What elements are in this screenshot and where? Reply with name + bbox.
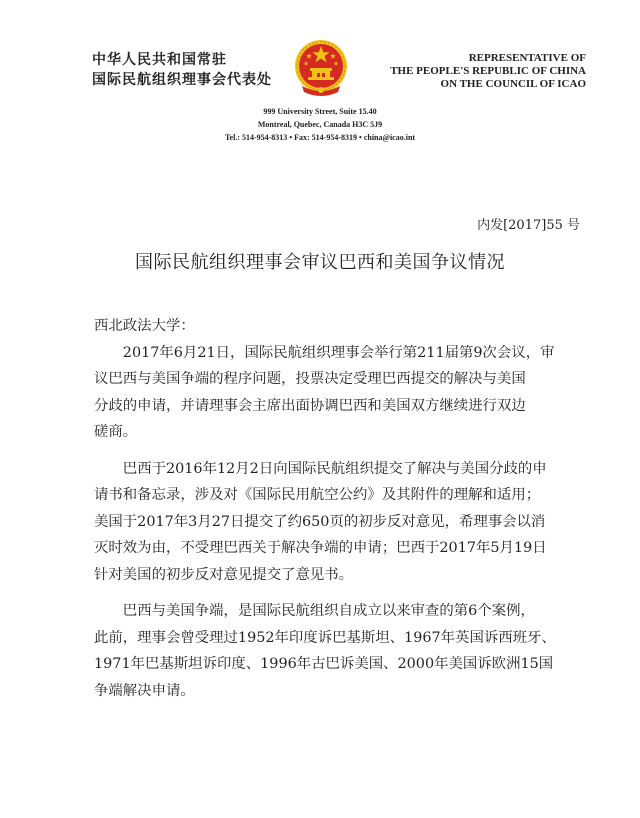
page-title: 国际民航组织理事会审议巴西和美国争议情况 [135,252,505,273]
org-en-line3: ON THE COUNCIL OF ICAO [440,78,586,90]
org-cn-line2: 国际民航组织理事会代表处 [92,72,272,88]
paragraph-line: 争端解决申请。 [94,682,195,699]
paragraph-line: 美国于2017年3月27日提交了约650页的初步反对意见，希理事会以消 [94,513,546,530]
org-name-english [376,52,586,91]
address-street: 999 University Street, Suite 15.40 [263,107,377,116]
address-block [200,105,440,144]
paragraph-line: 灭时效为由，不受理巴西关于解决争端的申请；巴西于2017年5月19日 [94,540,547,556]
paragraph-line: 议巴西与美国争端的程序问题，投票决定受理巴西提交的解决与美国 [94,371,526,387]
paragraph-line: 巴西与美国争端，是国际民航组织自成立以来审查的第6个案例， [122,603,535,619]
document-number: 内发[2017]55 号 [477,218,580,233]
contact-fax: Fax: 514-954-8319 [294,133,358,142]
contact-tel: Tel.: 514-954-8313 [224,133,288,142]
org-en-line2: THE PEOPLE'S REPUBLIC OF CHINA [390,65,586,77]
paragraph-line: 分歧的申请，并请理事会主席出面协调巴西和美国双方继续进行双边 [94,397,526,414]
paragraph [94,598,556,704]
contact-line [200,131,440,144]
letter-body [94,313,556,714]
paragraph-line: 1971年巴基斯坦诉印度、1996年古巴诉美国、2000年美国诉欧洲15国 [94,656,554,672]
paragraph-line: 请书和备忘录，涉及对《国际民用航空公约》及其附件的理解和适用； [94,487,541,503]
salutation: 西北政法大学： [94,318,195,334]
separator: • [359,133,362,142]
separator: • [289,133,293,142]
paragraph-line: 2017年6月21日，国际民航组织理事会举行第211届第9次会议，审 [122,344,555,361]
paragraph-line: 巴西于2016年12月2日向国际民航组织提交了解决与美国分歧的申 [122,460,547,477]
contact-email: china@icao.int [363,133,416,142]
address-city: Montreal, Quebec, Canada H3C 5J9 [257,120,383,129]
org-en-line1: REPRESENTATIVE OF [468,52,586,64]
org-name-chinese [92,50,292,90]
national-emblem-icon [292,38,350,98]
paragraph-line: 针对美国的初步反对意见提交了意见书。 [94,566,354,583]
paragraph [94,456,546,589]
org-cn-line1: 中华人民共和国常驻 [92,52,227,68]
paragraph-line: 此前，理事会曾受理过1952年印度诉巴基斯坦、1967年英国诉西班牙、 [94,629,556,646]
paragraph-line: 磋商。 [94,424,138,440]
paragraph [94,340,555,446]
